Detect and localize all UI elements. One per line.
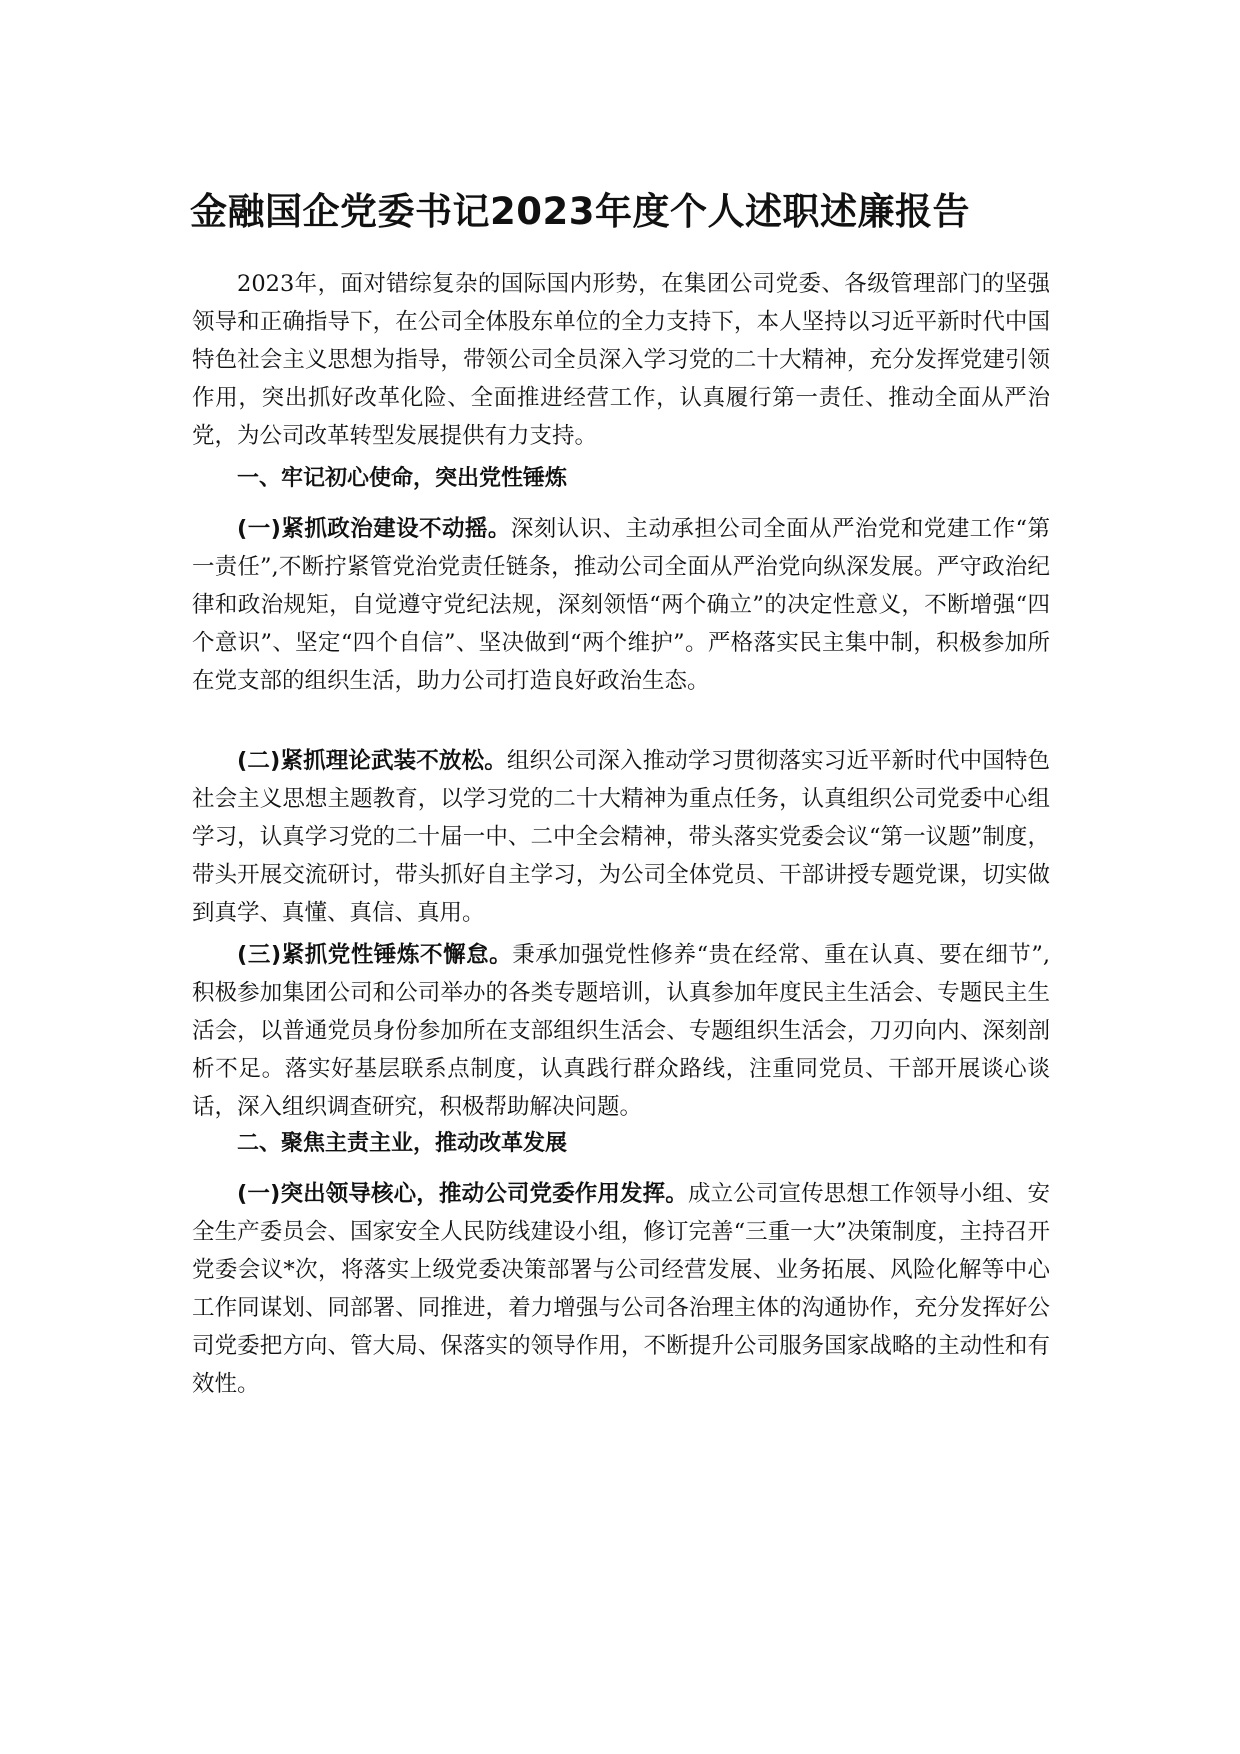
item-body-text: 组织公司深入推动学习贯彻落实习近平新时代中国特色社会主义思想主题教育，以学习党的二十大精神为重点任务，认真组织公司党委中心组学习，认真学习党的二十届一中、二中全会精神，带头落实党委会议“第一议题”制度，带头开展交流研讨，带头抓好自主学习，为公司全体党员、干部讲授专题党课，切实做到真学、真懂、真信、真用。	[192, 748, 1050, 926]
section-1-item-2	[192, 742, 1050, 932]
section-heading-2: 二、聚焦主责主业，推动改革发展	[237, 1131, 568, 1156]
intro-paragraph: 2023年，面对错综复杂的国际国内形势，在集团公司党委、各级管理部门的坚强领导和正确指导下，在公司全体股东单位的全力支持下，本人坚持以习近平新时代中国特色社会主义思想为指导，带领公司全员深入学习党的二十大精神，充分发挥党建引领作用，突出抓好改革化险、全面推进经营工作，认真履行第一责任、推动全面从严治党，为公司改革转型发展提供有力支持。	[192, 271, 1050, 449]
item-body-text: 深刻认识、主动承担公司全面从严治党和党建工作“第一责任”,不断拧紧管党治党责任链条，推动公司全面从严治党向纵深发展。严守政治纪律和政治规矩，自觉遵守党纪法规，深刻领悟“两个确立”的决定性意义，不断增强“四个意识”、坚定“四个自信”、坚决做到“两个维护”。严格落实民主集中制，积极参加所在党支部的组织生活，助力公司打造良好政治生态。	[192, 516, 1050, 694]
section-1-item-1	[192, 510, 1050, 700]
item-lead-title: (二)紧抓理论武装不放松。	[237, 748, 507, 774]
item-body-text: 成立公司宣传思想工作领导小组、安全生产委员会、国家安全人民防线建设小组，修订完善“三重一大”决策制度，主持召开党委会议*次，将落实上级党委决策部署与公司经营发展、业务拓展、风险化解等中心工作同谋划、同部署、同推进，着力增强与公司各治理主体的沟通协作，充分发挥好公司党委把方向、管大局、保落实的领导作用，不断提升公司服务国家战略的主动性和有效性。	[192, 1181, 1050, 1397]
section-1-item-3	[192, 936, 1050, 1126]
section-2-item-1	[192, 1175, 1050, 1403]
item-body-text: 秉承加强党性修养“贵在经常、重在认真、要在细节”,积极参加集团公司和公司举办的各类专题培训，认真参加年度民主生活会、专题民主生活会，以普通党员身份参加所在支部组织生活会、专题组织生活会，刀刃向内、深刻剖析不足。落实好基层联系点制度，认真践行群众路线，注重同党员、干部开展谈心谈话，深入组织调查研究，积极帮助解决问题。	[192, 942, 1050, 1120]
item-lead-title: (一)突出领导核心，推动公司党委作用发挥。	[237, 1181, 688, 1207]
document-title: 金融国企党委书记2023年度个人述职述廉报告	[190, 190, 970, 233]
item-lead-title: (三)紧抓党性锤炼不懈怠。	[237, 942, 513, 968]
item-lead-title: (一)紧抓政治建设不动摇。	[237, 516, 511, 542]
section-heading-1: 一、牢记初心使命，突出党性锤炼	[237, 466, 568, 491]
